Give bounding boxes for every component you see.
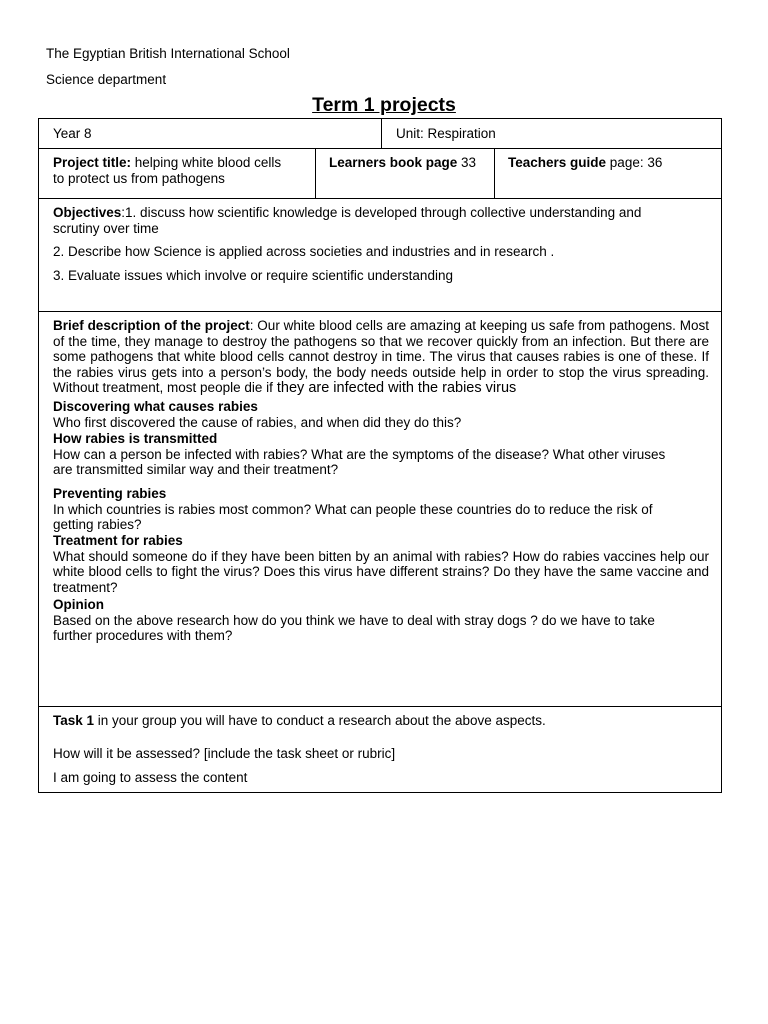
assessment-answer: I am going to assess the content [53, 770, 248, 785]
objective-1 [53, 205, 709, 236]
section-heading: How rabies is transmitted [53, 431, 218, 446]
learners-book-page: 33 [457, 155, 477, 170]
objective-1-cont: scrutiny over time [53, 220, 159, 236]
task-1 [53, 713, 709, 729]
learners-book-label: Learners book page [329, 155, 458, 170]
row-divider [39, 198, 721, 199]
project-title-value: helping white blood cells [131, 155, 282, 170]
section-body: In which countries is rabies most common? What can people these countries do to reduce the risk of getting rabies? [53, 501, 653, 533]
teachers-guide-cell [508, 155, 662, 171]
year-cell: Year 8 [53, 126, 92, 141]
section-heading: Discovering what causes rabies [53, 399, 258, 414]
section-body: How can a person be infected with rabies? What are the symptoms of the disease? What other viruses are transmitted similar way and their treatment? [53, 446, 666, 478]
section-preventing [53, 486, 669, 533]
objective-1-text: :1. discuss how scientific knowledge is developed through collective understanding and [121, 205, 642, 220]
section-body: Based on the above research how do you think we have to deal with stray dogs ? do we have to take further procedures with them? [53, 612, 655, 644]
col-divider [315, 149, 316, 199]
description-text-tail: they are infected with the rabies virus [272, 380, 517, 397]
unit-cell: Unit: Respiration [396, 126, 496, 141]
task-label: Task 1 [53, 713, 95, 728]
col-divider [494, 149, 495, 199]
section-treatment [53, 533, 709, 595]
section-body: What should someone do if they have been bitten by an animal with rabies? How do rabies vaccines help our white blood cells to fight the virus? Does this virus have different strains? Do they have the same vaccine and treatment? [53, 548, 709, 595]
col-divider [381, 119, 382, 149]
project-title-label: Project title: [53, 155, 132, 170]
section-body: Who first discovered the cause of rabies, and when did they do this? [53, 414, 462, 430]
row-divider [39, 706, 721, 707]
objective-2: 2. Describe how Science is applied across societies and industries and in research . [53, 244, 555, 259]
assessment-question: How will it be assessed? [include the task sheet or rubric] [53, 746, 396, 761]
section-heading: Preventing rabies [53, 486, 167, 501]
section-heading: Treatment for rabies [53, 533, 183, 548]
project-table [38, 118, 722, 793]
objective-3: 3. Evaluate issues which involve or require scientific understanding [53, 268, 453, 283]
project-title-value-cont: to protect us from pathogens [53, 171, 225, 186]
teachers-guide-page: page: 36 [606, 155, 663, 170]
description-text: : Our white blood cells are amazing at keeping us safe from pathogens. Most of the time, they manage to destroy the pathogens so that we recover quickly from an infection. But there are some pathogens that white blood cells cannot destroy in time. The virus that causes rabies is one of these. If the rabies virus gets into a person’s body, the body needs outside help in order to stop the virus spreading. Without treatment, most people die if [53, 318, 709, 396]
project-description [53, 318, 709, 397]
teachers-guide-label: Teachers guide [508, 155, 607, 170]
learners-book-cell [329, 155, 476, 171]
project-title-cell [53, 155, 311, 187]
task-text: in your group you will have to conduct a research about the above aspects. [94, 713, 546, 728]
description-label: Brief description of the project [53, 318, 250, 333]
school-name: The Egyptian British International School [46, 46, 290, 61]
section-opinion [53, 597, 671, 644]
row-divider [39, 148, 721, 149]
department-name: Science department [46, 72, 167, 87]
objectives-label: Objectives [53, 205, 122, 220]
row-divider [39, 311, 721, 312]
section-discovering [53, 399, 709, 430]
page-title: Term 1 projects [312, 94, 456, 116]
section-transmitted [53, 431, 681, 478]
section-heading: Opinion [53, 597, 104, 612]
